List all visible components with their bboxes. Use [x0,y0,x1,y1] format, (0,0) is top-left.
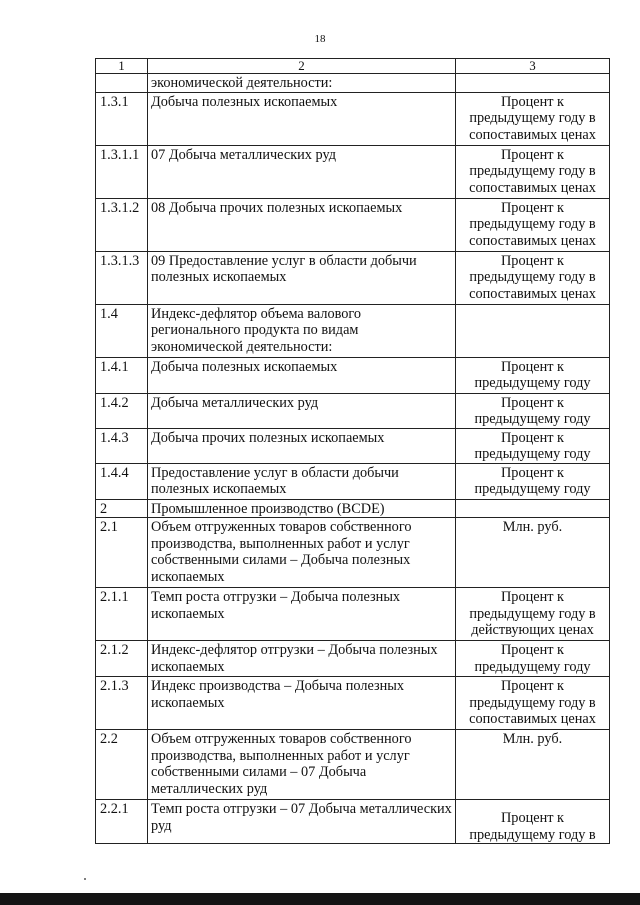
row-unit: Млн. руб. [456,730,610,800]
table-header-row [96,59,610,74]
column-header-name: 2 [148,59,456,74]
row-name: Индекс производства – Добыча полезных ископаемых [148,677,456,730]
row-name: Индекс-дефлятор отгрузки – Добыча полезных ископаемых [148,641,456,677]
row-code: 2.1.1 [96,588,148,641]
page-number: 18 [314,33,326,45]
row-name: Темп роста отгрузки – Добыча полезных ископаемых [148,588,456,641]
table-row [96,393,610,428]
row-name: Промышленное производство (BCDE) [148,499,456,518]
row-unit: Процент к предыдущему году в сопоставимых ценах [456,198,610,251]
row-code: 2.2.1 [96,800,148,844]
row-name: Объем отгруженных товаров собственного производства, выполненных работ и услуг собственными силами – 07 Добыча металлических руд [148,730,456,800]
row-name: Темп роста отгрузки – 07 Добыча металлических руд [148,800,456,844]
row-unit [456,499,610,518]
row-code: 2.1.2 [96,641,148,677]
row-unit: Процент к предыдущему году [456,428,610,463]
row-name: Предоставление услуг в области добычи полезных ископаемых [148,463,456,499]
row-code: 2.1.3 [96,677,148,730]
row-unit: Млн. руб. [456,518,610,588]
scan-speck [84,878,86,880]
table-row [96,304,610,357]
row-name: 08 Добыча прочих полезных ископаемых [148,198,456,251]
table-row [96,588,610,641]
table-row [96,92,610,145]
row-unit: Процент к предыдущему году [456,641,610,677]
row-code: 2.1 [96,518,148,588]
table-row [96,518,610,588]
row-name: 07 Добыча металлических руд [148,145,456,198]
row-code [96,74,148,93]
row-code: 1.4.4 [96,463,148,499]
table-row [96,74,610,93]
table-row [96,641,610,677]
row-unit: Процент к предыдущему году в сопоставимых ценах [456,92,610,145]
row-code: 1.3.1.1 [96,145,148,198]
table-row [96,499,610,518]
row-code: 2 [96,499,148,518]
row-code: 1.3.1.3 [96,251,148,304]
column-header-unit: 3 [456,59,610,74]
row-name: Добыча полезных ископаемых [148,92,456,145]
row-unit [456,74,610,93]
row-unit: Процент к предыдущему году [456,393,610,428]
table-row [96,251,610,304]
table-row [96,428,610,463]
row-unit: Процент к предыдущему году [456,357,610,393]
table-row [96,357,610,393]
scan-bottom-edge [0,893,640,905]
row-unit: Процент к предыдущему году в сопоставимых ценах [456,677,610,730]
table-row [96,463,610,499]
row-name: Добыча металлических руд [148,393,456,428]
row-name: Объем отгруженных товаров собственного производства, выполненных работ и услуг собственными силами – Добыча полезных ископаемых [148,518,456,588]
table-row [96,198,610,251]
indicators-table [95,58,610,844]
row-name: Индекс-дефлятор объема валового регионального продукта по видам экономической деятельности: [148,304,456,357]
table-row [96,145,610,198]
row-name: Добыча прочих полезных ископаемых [148,428,456,463]
row-code: 2.2 [96,730,148,800]
row-code: 1.3.1.2 [96,198,148,251]
row-name: 09 Предоставление услуг в области добычи полезных ископаемых [148,251,456,304]
row-unit: Процент к предыдущему году в [456,800,610,844]
column-header-code: 1 [96,59,148,74]
row-name: экономической деятельности: [148,74,456,93]
row-code: 1.4.1 [96,357,148,393]
table-row [96,800,610,844]
row-name: Добыча полезных ископаемых [148,357,456,393]
row-unit: Процент к предыдущему году в действующих ценах [456,588,610,641]
row-unit: Процент к предыдущему году в сопоставимых ценах [456,145,610,198]
row-unit: Процент к предыдущему году в сопоставимых ценах [456,251,610,304]
row-code: 1.4.2 [96,393,148,428]
row-unit [456,304,610,357]
row-unit: Процент к предыдущему году [456,463,610,499]
row-code: 1.4 [96,304,148,357]
table-row [96,677,610,730]
table-row [96,730,610,800]
row-code: 1.3.1 [96,92,148,145]
row-code: 1.4.3 [96,428,148,463]
